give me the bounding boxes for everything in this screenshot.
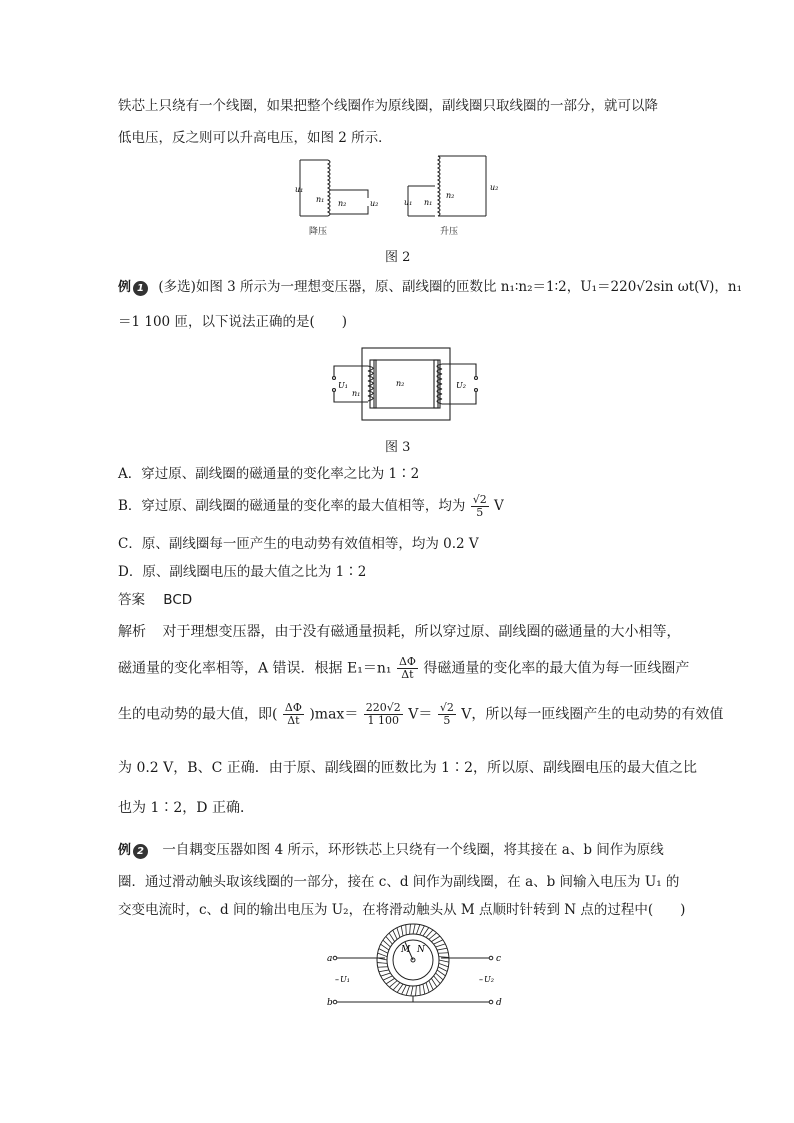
analysis-line-2: 磁通量的变化率相等，A 错误．根据 E₁＝n₁ $\frac{\Delta\Phi}{\Delta t}$ 得磁通量的变化率的最大值为每一匝线圈产: [118, 655, 690, 681]
intro-line-1: 铁芯上只绕有一个线圈，如果把整个线圈作为原线圈，副线圈只取线圈的一部分，就可以降: [118, 98, 658, 114]
svg-text:n₂: n₂: [338, 199, 347, 208]
intro-line-2: 低电压，反之则可以升高电压，如图 2 所示．: [118, 130, 392, 146]
winding-tick: [379, 949, 388, 954]
svg-text:n₁: n₁: [352, 389, 361, 398]
svg-text:n₁: n₁: [424, 198, 433, 207]
analysis-line-4: 为 0.2 V，B、C 正确．由于原、副线圈的匝数比为 1∶2，所以原、副线圈电压的最大值之比: [118, 760, 697, 776]
winding-tick: [397, 928, 400, 938]
winding-tick: [439, 960, 449, 962]
winding-tick: [438, 967, 447, 972]
fig3-caption: 图 3: [385, 440, 411, 455]
winding-tick: [426, 983, 429, 993]
option-a: A．穿过原、副线圈的磁通量的变化率之比为 1∶2: [118, 466, 420, 482]
winding-tick: [436, 944, 446, 947]
svg-text:d: d: [496, 998, 502, 1008]
svg-text:–: –: [335, 975, 339, 984]
analysis-line-1: 解析 对于理想变压器，由于没有磁通量损耗，所以穿过原、副线圈的磁通量的大小相等，: [118, 624, 681, 640]
winding-tick: [434, 976, 441, 984]
example-2-number: 2: [133, 844, 148, 859]
option-b: B．穿过原、副线圈的磁通量的变化率的最大值相等，均为 $\frac{√2}{5}$ V: [118, 493, 504, 519]
svg-text:u₁: u₁: [404, 198, 413, 207]
winding-tick: [381, 973, 391, 976]
svg-text:–: –: [479, 975, 483, 984]
winding-tick: [379, 970, 389, 972]
answer-value: BCD: [163, 592, 193, 608]
winding-tick: [423, 984, 425, 994]
svg-text:n₂: n₂: [396, 379, 405, 388]
winding-tick: [393, 930, 397, 939]
winding-tick: [434, 940, 443, 944]
option-c: C．原、副线圈每一匝产生的电动势有效值相等，均为 0.2 V: [118, 536, 479, 552]
winding-tick: [377, 963, 387, 964]
winding-tick: [386, 936, 393, 944]
figure-4-autotransformer: [325, 922, 505, 1014]
svg-text:U₁: U₁: [338, 381, 348, 390]
figure-3-transformer: [330, 344, 480, 424]
example-2-line-2: 圈．通过滑动触头取该线圈的一部分，接在 c、d 间作为副线圈，在 a、b 间输入电压为 U₁ 的: [118, 874, 680, 890]
winding-tick: [389, 981, 397, 988]
winding-tick: [431, 978, 436, 987]
svg-text:N: N: [417, 945, 425, 955]
option-d: D．原、副线圈电压的最大值之比为 1∶2: [118, 564, 367, 580]
svg-text:b: b: [327, 998, 333, 1008]
svg-text:U₂: U₂: [456, 381, 466, 390]
winding-tick: [406, 986, 409, 996]
winding-tick: [439, 957, 449, 958]
example-1-number: 1: [133, 281, 148, 296]
analysis-line-5: 也为 1∶2，D 正确．: [118, 800, 254, 816]
winding-tick: [402, 985, 407, 994]
winding-tick: [429, 981, 433, 990]
svg-text:M: M: [401, 945, 411, 955]
winding-tick: [439, 963, 449, 966]
example-2-line-1: 例 2 一自耦变压器如图 4 所示，环形铁芯上只绕有一个线圈，将其接在 a、b 间作为原线: [118, 840, 664, 861]
svg-text:u₂: u₂: [370, 199, 379, 208]
winding-tick: [397, 984, 403, 992]
winding-tick: [378, 953, 388, 956]
example-2-badge: 例 2: [118, 841, 148, 861]
winding-tick: [416, 925, 419, 935]
fig2-right-label: 升压: [440, 227, 459, 237]
answer-line: 答案 BCD: [118, 592, 193, 608]
winding-tick: [386, 978, 395, 983]
svg-text:u₂: u₂: [490, 183, 499, 192]
winding-tick: [389, 933, 394, 942]
winding-tick: [431, 936, 440, 941]
svg-text:U₂: U₂: [484, 975, 494, 984]
svg-text:u₁: u₁: [295, 185, 304, 194]
svg-text:c: c: [496, 954, 502, 964]
winding-tick: [381, 944, 389, 950]
winding-tick: [420, 926, 425, 935]
fig2-caption: 图 2: [385, 250, 411, 265]
fig2-left-label: 降压: [309, 227, 328, 237]
svg-text:n₁: n₁: [316, 195, 325, 204]
svg-text:U₁: U₁: [340, 975, 350, 984]
svg-text:a: a: [327, 954, 333, 964]
winding-tick: [411, 986, 413, 996]
winding-tick: [410, 924, 411, 934]
svg-text:n₂: n₂: [446, 191, 455, 200]
winding-tick: [437, 948, 447, 950]
winding-tick: [383, 976, 392, 980]
winding-tick: [429, 933, 437, 940]
winding-tick: [413, 924, 415, 934]
example-2-line-3: 交变电流时，c、d 间的输出电压为 U₂，在将滑动触头从 M 点顺时针转到 N 点的过程中( ): [118, 902, 686, 918]
winding-tick: [401, 926, 403, 936]
example-1-line-1: 例 1 (多选)如图 3 所示为一理想变压器，原、副线圈的匝数比 n₁∶n₂＝1∶2，U₁＝220√2sin ωt(V)，n₁: [118, 277, 742, 298]
example-1-line-2: ＝1 100 匝，以下说法正确的是( ): [118, 314, 347, 330]
example-1-badge: 例 1: [118, 278, 148, 298]
winding-tick: [416, 986, 417, 996]
winding-tick: [437, 970, 445, 976]
analysis-line-3: 生的电动势的最大值，即( $\frac{\Delta\Phi}{\Delta t}$ )max＝ $\frac{220√2}{1 100}$ V＝ $\frac{√2}{5}$ V，所以每一匝线圈产生的电动势的有效值: [118, 701, 724, 727]
winding-tick: [423, 928, 429, 936]
